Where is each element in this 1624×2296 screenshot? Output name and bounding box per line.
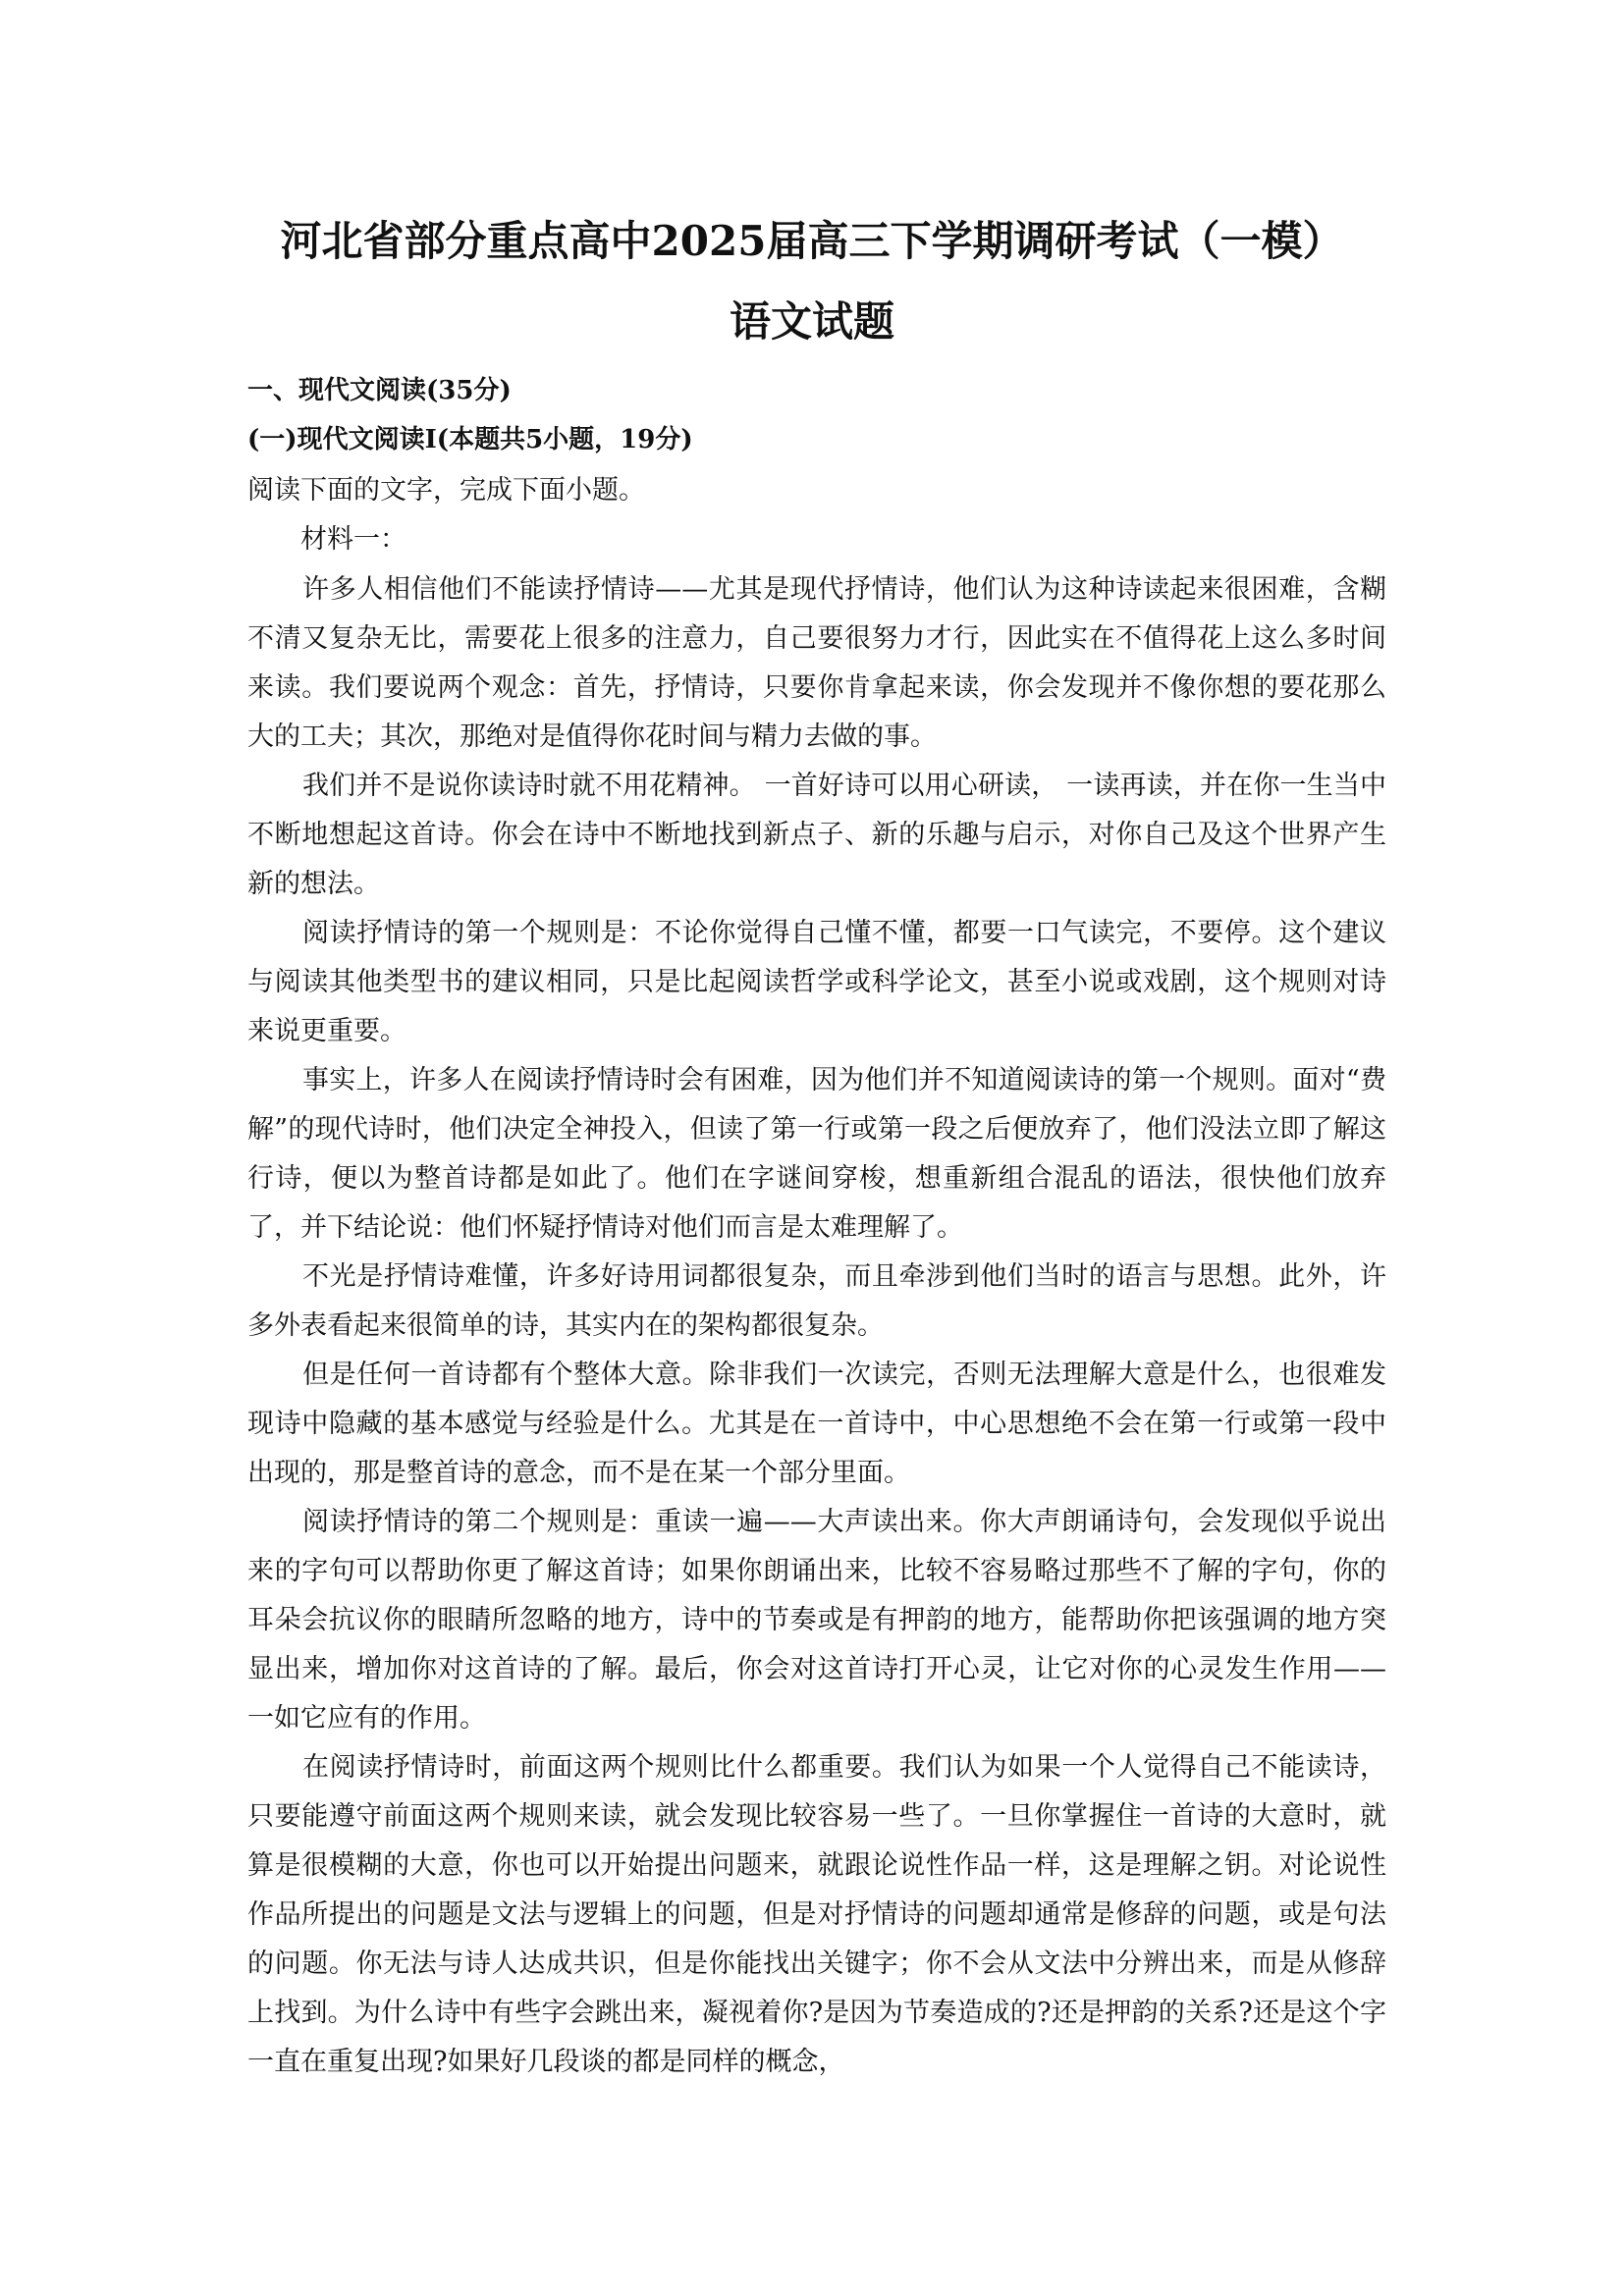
subsection-heading: (一)现代文阅读Ⅰ(本题共5小题，19分) bbox=[247, 425, 693, 454]
passage-paragraph: 在阅读抒情诗时，前面这两个规则比什么都重要。我们认为如果一个人觉得自己不能读诗，只要能遵守前面这两个规则来读，就会发现比较容易一些了。一旦你掌握住一首诗的大意时，就算是很模糊的大意，你也可以开始提出问题来，就跟论说性作品一样，这是理解之钥。对论说性作品所提出的问题是文法与逻辑上的问题，但是对抒情诗的问题却通常是修辞的问题，或是句法的问题。你无法与诗人达成共识，但是你能找出关键字；你不会从文法中分辨出来，而是从修辞上找到。为什么诗中有些字会跳出来，凝视着你?是因为节奏造成的?还是押韵的关系?还是这个字一直在重复出现?如果好几段谈的都是同样的概念， bbox=[247, 1752, 1386, 2077]
reading-instruction: 阅读下面的文字，完成下面小题。 bbox=[247, 475, 645, 506]
passage-paragraph: 阅读抒情诗的第二个规则是：重读一遍——大声读出来。你大声朗诵诗句，会发现似乎说出来的字句可以帮助你更了解这首诗；如果你朗诵出来，比较不容易略过那些不了解的字句，你的耳朵会抗议你的眼睛所忽略的地方，诗中的节奏或是有押韵的地方，能帮助你把该强调的地方突显出来，增加你对这首诗的了解。最后，你会对这首诗打开心灵，让它对你的心灵发生作用——一如它应有的作用。 bbox=[247, 1507, 1386, 1734]
exam-subtitle: 语文试题 bbox=[729, 297, 894, 346]
passage-paragraph: 阅读抒情诗的第一个规则是：不论你觉得自己懂不懂，都要一口气读完，不要停。这个建议与阅读其他类型书的建议相同，只是比起阅读哲学或科学论文，甚至小说或戏剧，这个规则对诗来说更重要。 bbox=[247, 918, 1386, 1046]
passage-paragraph: 许多人相信他们不能读抒情诗——尤其是现代抒情诗，他们认为这种诗读起来很困难，含糊不清又复杂无比，需要花上很多的注意力，自己要很努力才行，因此实在不值得花上这么多时间来读。我们要说两个观念：首先，抒情诗，只要你肯拿起来读，你会发现并不像你想的要花那么大的工夫；其次，那绝对是值得你花时间与精力去做的事。 bbox=[247, 574, 1386, 752]
exam-title: 河北省部分重点高中2025届高三下学期调研考试（一模） bbox=[280, 217, 1344, 265]
passage-paragraph: 但是任何一首诗都有个整体大意。除非我们一次读完，否则无法理解大意是什么，也很难发现诗中隐藏的基本感觉与经验是什么。尤其是在一首诗中，中心思想绝不会在第一行或第一段中出现的，那是整首诗的意念，而不是在某一个部分里面。 bbox=[247, 1360, 1386, 1488]
material-label: 材料一： bbox=[300, 524, 406, 555]
passage-paragraph: 我们并不是说你读诗时就不用花精神。 一首好诗可以用心研读， 一读再读，并在你一生当中不断地想起这首诗。你会在诗中不断地找到新点子、新的乐趣与启示，对你自己及这个世界产生新的想法。 bbox=[247, 771, 1386, 899]
section-heading: 一、现代文阅读(35分) bbox=[247, 376, 512, 405]
reading-passage bbox=[247, 565, 1386, 2087]
passage-paragraph: 不光是抒情诗难懂，许多好诗用词都很复杂，而且牵涉到他们当时的语言与思想。此外，许多外表看起来很简单的诗，其实内在的架构都很复杂。 bbox=[247, 1261, 1386, 1341]
passage-paragraph: 事实上，许多人在阅读抒情诗时会有困难，因为他们并不知道阅读诗的第一个规则。面对“费解”的现代诗时，他们决定全神投入，但读了第一行或第一段之后便放弃了，他们没法立即了解这行诗，便以为整首诗都是如此了。他们在字谜间穿梭，想重新组合混乱的语法，很快他们放弃了，并下结论说：他们怀疑抒情诗对他们而言是太难理解了。 bbox=[247, 1065, 1386, 1243]
